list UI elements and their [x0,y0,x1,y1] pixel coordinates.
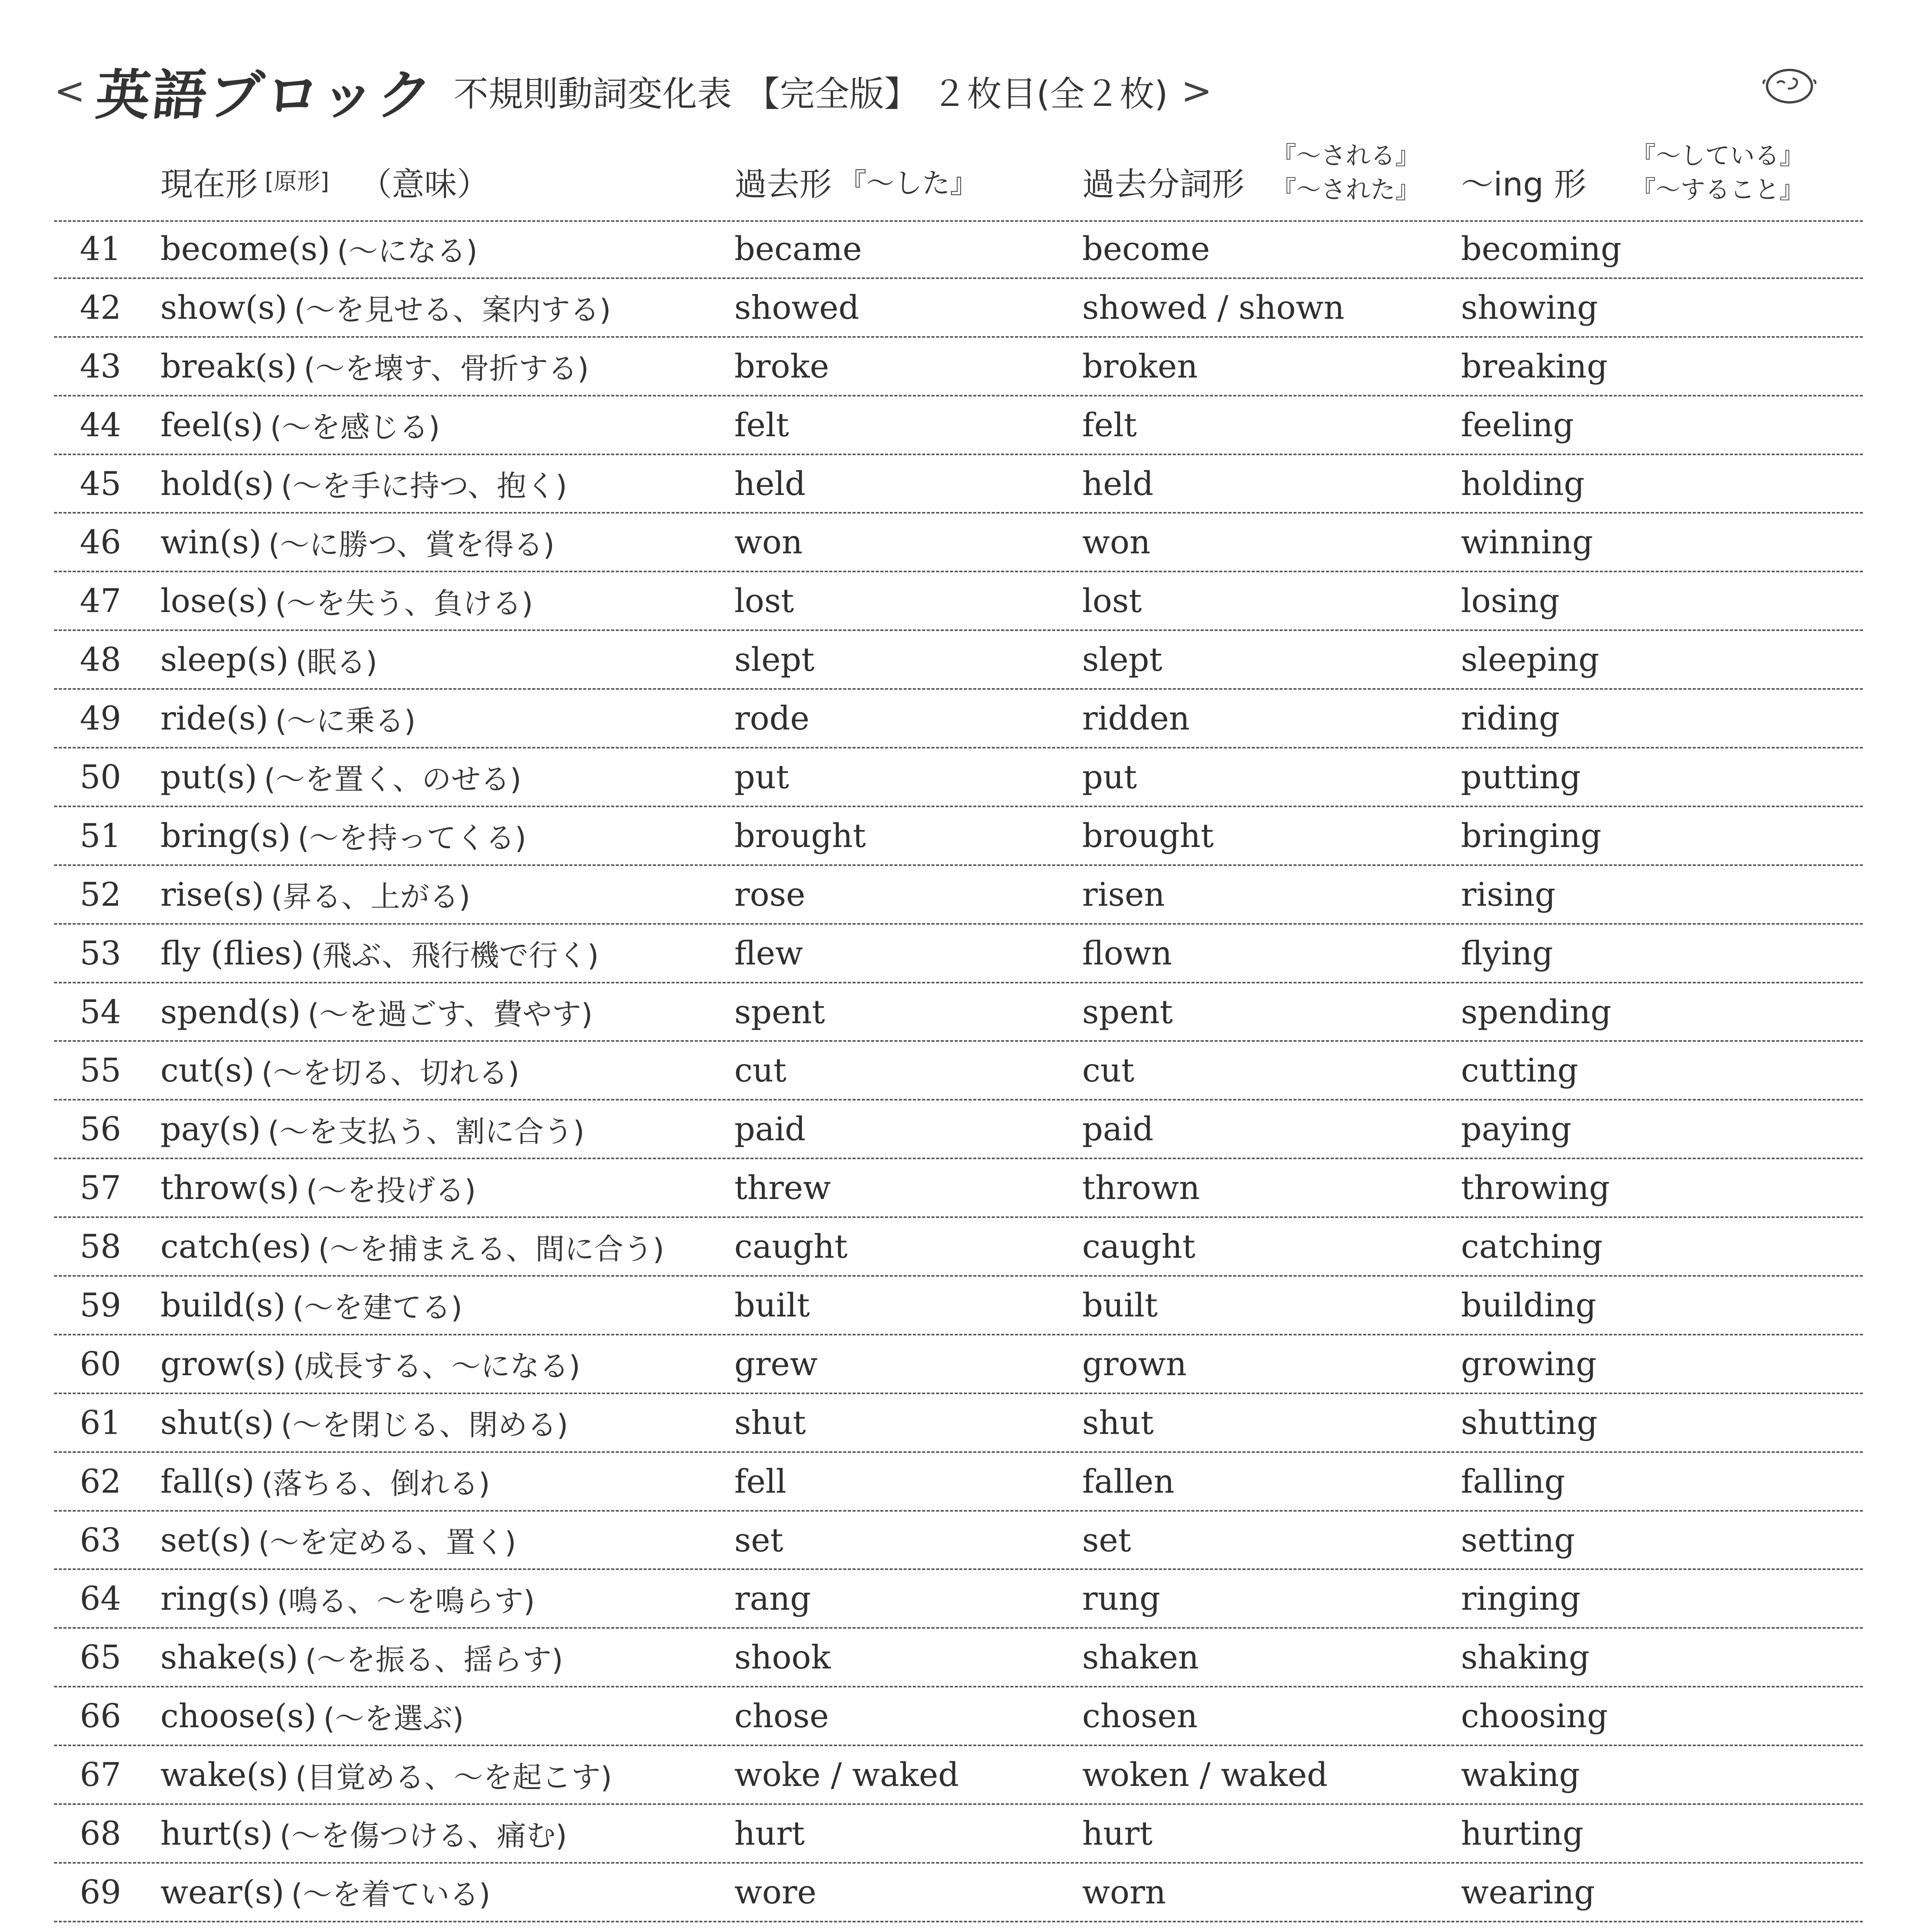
verb-past: rose [734,875,805,913]
verb-past: held [734,464,806,503]
verb-base: throw(s) [160,1169,300,1207]
verb-past-participle [1082,1922,1461,1932]
col-header-ing-note2: 『～すること』 [1631,176,1804,204]
verb-number: 51 [80,816,121,855]
verb-meaning: (目覚める、～を起こす) [295,1760,612,1794]
verb-base-cell [160,1687,740,1745]
verb-past-participle: ridden [1082,699,1190,738]
verb-number: 69 [80,1873,121,1911]
col-header-ing: ～ing 形 [1461,165,1587,203]
table-row [54,1805,1863,1864]
brand-logo: 英語ブロック [93,64,437,127]
verb-number: 65 [80,1638,121,1677]
col-header-pp-note2: 『～された』 [1272,176,1420,204]
col-header-pp: 過去分詞形 [1082,165,1245,203]
verb-base: choose(s) [160,1697,317,1735]
verb-past: spent [734,993,825,1031]
verb-past: brought [734,816,866,855]
verb-base-cell [160,279,740,336]
verb-base-cell [160,1394,740,1451]
table-row [54,983,1863,1042]
verb-number: 68 [80,1814,121,1852]
verb-base: bring(s) [160,816,291,855]
verb-base: show(s) [160,288,288,327]
verb-ing-form: cutting [1461,1051,1578,1090]
verb-base-cell [160,1512,740,1569]
verb-base-cell [160,983,740,1041]
edition-label: 【完全版】 [745,74,919,114]
verb-base: spend(s) [160,993,301,1031]
verb-number: 59 [80,1286,121,1324]
verb-past: felt [734,406,789,444]
verb-base: wake(s) [160,1756,289,1794]
verb-number: 60 [80,1345,121,1383]
verb-base: wear(s) [160,1873,284,1911]
verb-past: caught [734,1228,848,1266]
verb-meaning: (～を壊す、骨折する) [304,351,589,386]
verb-past: shut [734,1403,806,1442]
verb-meaning: (～を切る、切れる) [261,1055,519,1090]
table-row [54,338,1863,396]
verb-number: 67 [80,1756,121,1794]
verb-base: pay(s) [160,1110,261,1148]
verb-meaning [293,1930,580,1932]
verb-meaning: (～を投げる) [306,1173,476,1208]
table-row [54,1922,1863,1932]
verb-base: win(s) [160,523,262,561]
verb-base-cell [160,1100,740,1158]
verb-meaning: (～を捕まえる、間に合う) [318,1231,664,1266]
verb-ing-form: becoming [1461,230,1622,268]
verb-base: put(s) [160,758,257,796]
table-row [54,690,1863,748]
table-row [54,1453,1863,1512]
verb-ing-form: showing [1461,288,1598,327]
verb-base: feel(s) [160,406,264,444]
verb-past: threw [734,1169,831,1207]
verb-meaning: (眠る) [295,645,378,679]
page-count-label: ２枚目(全２枚) [932,74,1168,114]
verb-ing-form: winning [1461,523,1593,561]
verb-base-cell [160,1277,740,1334]
verb-ing-form: shutting [1461,1403,1598,1442]
verb-past-participle: paid [1082,1110,1154,1148]
verb-past: shook [734,1638,831,1677]
table-row [54,1687,1863,1746]
verb-past: rode [734,699,810,738]
verb-past: flew [734,934,803,972]
verb-ing-form: riding [1461,699,1560,738]
verb-ing-form: falling [1461,1462,1565,1500]
verb-past [734,1922,1082,1932]
verb-base-cell [160,925,740,982]
table-row [54,1394,1863,1453]
table-row [54,866,1863,925]
verb-past: set [734,1521,783,1559]
verb-number: 44 [80,406,121,444]
verb-ing-form: building [1461,1286,1597,1324]
verb-ing-form: setting [1461,1521,1575,1559]
table-row [54,1570,1863,1629]
verb-meaning: (～を過ごす、費やす) [308,997,593,1032]
verb-past: rang [734,1580,811,1618]
verb-number: 57 [80,1169,121,1207]
verb-past: grew [734,1345,818,1383]
verb-base-cell [160,1453,740,1510]
verb-meaning: (～を持ってくる) [298,821,526,855]
verb-base-cell [160,1218,740,1275]
verb-past-participle: fallen [1082,1462,1175,1500]
verb-base: ring(s) [160,1580,270,1618]
column-headers [54,139,1863,216]
col-header-base: 現在形 [160,165,258,203]
verb-base: sleep(s) [160,641,289,679]
verb-base-cell [160,220,740,277]
verb-ing-form: bringing [1461,816,1602,855]
table-row [54,396,1863,455]
table-row [54,1159,1863,1218]
verb-past-participle: rung [1082,1580,1161,1618]
verb-number: 46 [80,523,121,561]
page-title: 不規則動詞変化表 [453,74,732,114]
verb-meaning: (昇る、上がる) [271,879,470,914]
verb-number: 55 [80,1051,121,1090]
verb-number: 48 [80,641,121,679]
verb-meaning: (鳴る、～を鳴らす) [277,1583,535,1618]
verb-past-participle: broken [1082,347,1198,385]
table-row [54,807,1863,866]
verb-number: 66 [80,1697,121,1735]
verb-base-cell [160,1629,740,1686]
verb-meaning: (～を手に持つ、抱く) [281,469,567,503]
verb-past-participle: brought [1082,816,1214,855]
verb-base-cell [160,455,740,512]
verb-past-participle: spent [1082,993,1173,1031]
verb-meaning: (～を支払う、割に合う) [267,1114,585,1149]
verb-past: chose [734,1697,829,1735]
verb-base: rise(s) [160,875,264,913]
verb-past-participle: risen [1082,875,1165,913]
table-row [54,631,1863,690]
verb-number: 42 [80,288,121,327]
mascot-face-icon [1762,64,1817,106]
verb-past: won [734,523,803,561]
verb-past: wore [734,1873,817,1911]
verb-ing-form: hurting [1461,1814,1583,1852]
table-row [54,220,1863,279]
verb-past-participle: built [1082,1286,1158,1324]
verb-meaning: (～を失う、負ける) [275,586,533,621]
verb-base-cell [160,572,740,629]
table-row [54,455,1863,514]
verb-number: 50 [80,758,121,796]
table-row [54,279,1863,338]
verb-past: woke / waked [734,1756,959,1794]
verb-number: 56 [80,1110,121,1148]
verb-base-cell [160,396,740,454]
verb-meaning: (～を着ている) [291,1877,490,1912]
verb-ing-form: spending [1461,993,1612,1031]
verb-past-participle: grown [1082,1345,1187,1383]
verb-number: 47 [80,582,121,620]
verb-past-participle: thrown [1082,1169,1200,1207]
verb-past: fell [734,1462,787,1500]
verb-past: broke [734,347,829,385]
verb-meaning: (～を建てる) [293,1290,463,1325]
table-row [54,514,1863,572]
verb-past-participle: shut [1082,1403,1154,1442]
verb-number: 58 [80,1228,121,1266]
verb-base: set(s) [160,1521,252,1559]
verb-number: 61 [80,1403,121,1442]
verb-ing-form: losing [1461,582,1560,620]
verb-meaning: (飛ぶ、飛行機で行く) [311,938,599,973]
verb-meaning: (～を置く、のせる) [264,762,522,797]
verb-base-cell [160,690,740,747]
verb-base-cell [160,1864,740,1921]
verb-base: fall(s) [160,1462,255,1500]
verb-number: 49 [80,699,121,738]
verb-past: paid [734,1110,806,1148]
verb-past-participle: become [1082,230,1210,268]
verb-number: 53 [80,934,121,972]
verb-ing-form: ringing [1461,1580,1581,1618]
verb-base: become(s) [160,230,330,268]
verb-meaning: (～を傷つける、痛む) [279,1818,567,1853]
table-row [54,1746,1863,1805]
verb-past: became [734,230,862,268]
header-bracket-close: > [1181,69,1212,112]
verb-base-cell [160,1159,740,1216]
verb-number: 43 [80,347,121,385]
verb-ing-form: breaking [1461,347,1608,385]
verb-base-cell [160,1746,740,1803]
verb-past: lost [734,582,794,620]
verb-base-cell [160,631,740,688]
verb-base-cell [160,338,740,395]
table-row [54,1277,1863,1335]
verb-number: 54 [80,993,121,1031]
verb-past-participle: showed / shown [1082,288,1345,327]
verb-table [54,220,1863,1932]
verb-past-participle: lost [1082,582,1142,620]
verb-past-participle: set [1082,1521,1131,1559]
verb-past-participle: shaken [1082,1638,1199,1677]
verb-base: cut(s) [160,1051,255,1090]
verb-meaning: (～を閉じる、閉める) [281,1408,569,1442]
verb-past-participle: worn [1082,1873,1166,1911]
verb-past-participle: felt [1082,406,1137,444]
verb-ing-form: shaking [1461,1638,1590,1677]
table-row [54,748,1863,807]
verb-meaning: (～を振る、揺らす) [305,1642,563,1677]
col-header-base-meaning: （意味） [359,165,490,203]
verb-ing-form: growing [1461,1345,1597,1383]
table-row [54,572,1863,631]
col-header-base-bracket: [原形] [265,168,329,195]
table-row [54,925,1863,983]
col-header-past: 過去形 [734,165,832,203]
verb-past-participle: woken / waked [1082,1756,1328,1794]
page-header [54,58,1863,127]
verb-meaning: (落ちる、倒れる) [261,1466,490,1501]
verb-ing-form: wearing [1461,1873,1595,1911]
table-row [54,1100,1863,1159]
verb-meaning: (～に乗る) [275,703,416,738]
verb-past: built [734,1286,810,1324]
verb-ing-form: holding [1461,464,1585,503]
verb-meaning: (成長する、～になる) [293,1349,581,1384]
table-row [54,1512,1863,1570]
verb-past-participle: cut [1082,1051,1134,1090]
verb-number: 41 [80,230,121,268]
table-row [54,1335,1863,1394]
table-row [54,1218,1863,1277]
header-bracket-open: < [54,69,85,112]
verb-meaning: (～になる) [337,234,478,269]
verb-ing-form: sleeping [1461,641,1599,679]
verb-base-cell [160,1805,740,1862]
verb-number: 62 [80,1462,121,1500]
verb-past: hurt [734,1814,805,1852]
verb-base: fly (flies) [160,934,304,972]
verb-base: build(s) [160,1286,286,1324]
verb-base-cell [160,1922,740,1932]
verb-past: put [734,758,789,796]
verb-base: shake(s) [160,1638,298,1677]
verb-base: hold(s) [160,464,274,503]
verb-past: showed [734,288,860,327]
table-row [54,1629,1863,1687]
verb-number: 63 [80,1521,121,1559]
verb-base: catch(es) [160,1228,312,1266]
verb-past-participle: held [1082,464,1154,503]
verb-ing-form: rising [1461,875,1556,913]
verb-base-cell [160,1042,740,1099]
verb-meaning: (～を感じる) [270,410,440,445]
col-header-pp-note1: 『～される』 [1272,142,1420,170]
verb-past-participle: slept [1082,641,1163,679]
verb-base-cell [160,866,740,923]
verb-base: break(s) [160,347,297,385]
verb-ing-form [1461,1922,1863,1932]
verb-ing-form: throwing [1461,1169,1610,1207]
verb-base: hurt(s) [160,1814,273,1852]
verb-number [54,1922,147,1932]
verb-past: cut [734,1051,787,1090]
verb-past: slept [734,641,815,679]
verb-ing-form: feeling [1461,406,1574,444]
verb-base-cell [160,807,740,864]
verb-base: grow(s) [160,1345,286,1383]
table-row [54,1042,1863,1100]
verb-meaning: (～に勝つ、賞を得る) [268,527,555,562]
verb-past-participle: caught [1082,1228,1195,1266]
verb-base-cell [160,514,740,571]
verb-base: shut(s) [160,1403,274,1442]
verb-number: 52 [80,875,121,913]
verb-base: lose(s) [160,582,268,620]
verb-number: 64 [80,1580,121,1618]
verb-base: ride(s) [160,699,269,738]
verb-past-participle: put [1082,758,1137,796]
table-row [54,1864,1863,1922]
verb-ing-form: choosing [1461,1697,1608,1735]
verb-base-cell [160,1570,740,1627]
verb-past-participle: chosen [1082,1697,1198,1735]
verb-meaning: (～を定める、置く) [258,1525,516,1560]
verb-past-participle: hurt [1082,1814,1153,1852]
verb-meaning: (～を選ぶ) [323,1701,464,1736]
verb-ing-form: waking [1461,1756,1580,1794]
verb-base-cell [160,1335,740,1393]
verb-past-participle: won [1082,523,1151,561]
verb-number: 45 [80,464,121,503]
col-header-ing-note1: 『～している』 [1631,142,1804,170]
col-header-past-note: 『～した』 [839,167,978,199]
verb-ing-form: paying [1461,1110,1572,1148]
verb-past-participle: flown [1082,934,1172,972]
verb-ing-form: putting [1461,758,1581,796]
verb-ing-form: catching [1461,1228,1603,1266]
verb-meaning: (～を見せる、案内する) [294,293,611,327]
verb-base-cell [160,748,740,806]
verb-ing-form: flying [1461,934,1553,972]
